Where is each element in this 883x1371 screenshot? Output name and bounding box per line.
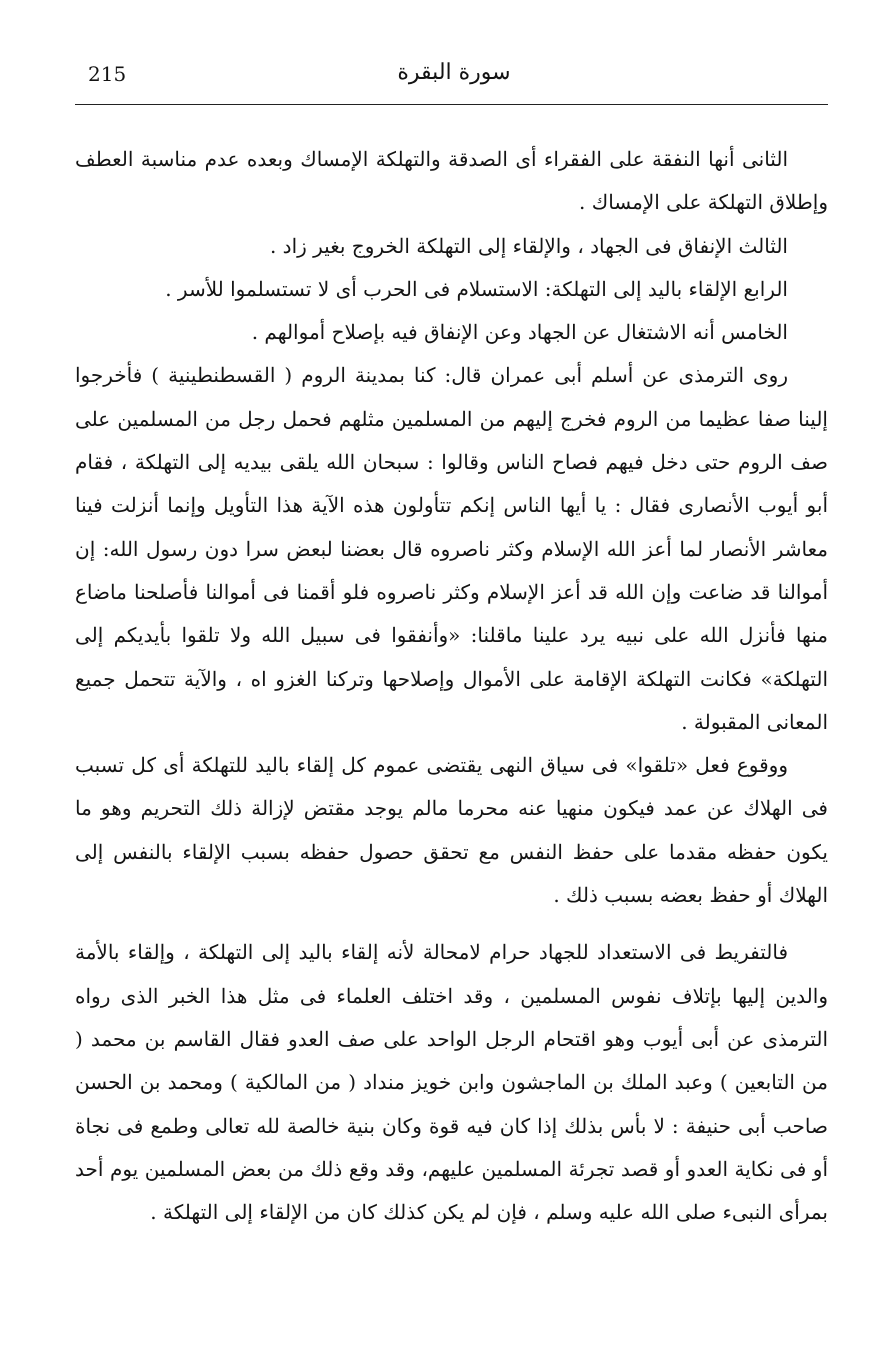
paragraph-third-view: الثالث الإنفاق فى الجهاد ، والإلقاء إلى التهلكة الخروج بغير زاد . <box>269 233 788 258</box>
paragraph-fourth-view: الرابع الإلقاء باليد إلى التهلكة: الاستسلام فى الحرب أى لا تستسلموا للأسر . <box>165 276 788 301</box>
paragraph-jihad-preparation: فالتفريط فى الاستعداد للجهاد حرام لامحالة لأنه إلقاء باليد إلى التهلكة ، وإلقاء بالأمة والدين إليها بإتلاف نفوس المسلمين ، وقد اختلف العلماء فى مثل هذا الخبر الذى رواه الترمذى عن أبى أيوب وهو اقتحام الرجل الواحد على صف العدو فقال القاسم بن محمد ( من التابعين ) وعبد الملك بن الماجشون وابن خويز منداد ( من المالكية ) ومحمد بن الحسن صاحب أبى حنيفة : لا بأس بذلك إذا كان فيه قوة وكان بنية خالصة لله تعالى وطمع فى نجاة أو فى نكاية العدو أو قصد تجرئة المسلمين عليهم، وقد وقع ذلك من بعض المسلمين يوم أحد بمرأى النبىء صلى الله عليه وسلم ، فإن لم يكن كذلك كان من الإلقاء إلى التهلكة . <box>75 940 828 1225</box>
running-title: سورة البقرة <box>397 60 511 85</box>
page-header <box>80 60 828 100</box>
paragraph-prohibition-scope: ووقوع فعل «تلقوا» فى سياق النهى يقتضى عموم كل إلقاء باليد للتهلكة أى كل تسبب فى الهلاك عن عمد فيكون منهيا عنه محرما مالم يوجد مقتض لإزالة ذلك التحريم وهو ما يكون حفظه مقدما على حفظ النفس مع تحقق حصول حفظه بسبب الإلقاء بالنفس إلى الهلاك أو حفظ بعضه بسبب ذلك . <box>75 753 828 908</box>
page-number: 215 <box>88 62 127 86</box>
page-body <box>75 138 828 1234</box>
header-rule <box>75 104 828 105</box>
paragraph-second-view: الثانى أنها النفقة على الفقراء أى الصدقة والتهلكة الإمساك وبعده عدم مناسبة العطف وإطلاق التهلكة على الإمساك . <box>75 147 828 215</box>
paragraph-fifth-view: الخامس أنه الاشتغال عن الجهاد وعن الإنفاق فيه بإصلاح أموالهم . <box>251 320 788 345</box>
paragraph-tirmidhi-narration: روى الترمذى عن أسلم أبى عمران قال: كنا بمدينة الروم ( القسطنطينية ) فأخرجوا إلينا صفا عظيما من الروم فخرج إليهم من المسلمين مثلهم فحمل رجل من المسلمين على صف الروم حتى دخل فيهم فصاح الناس وقالوا : سبحان الله يلقى بيديه إلى التهلكة ، فقام أبو أيوب الأنصارى فقال : يا أيها الناس إنكم تتأولون هذه الآية هذا التأويل وإنما أنزلت فينا معاشر الأنصار لما أعز الله الإسلام وكثر ناصروه قال بعضنا لبعض سرا دون رسول الله: إن أموالنا قد ضاعت وإن الله قد أعز الإسلام وكثر ناصروه فلو أقمنا فى أموالنا فأصلحنا ماضاع منها فأنزل الله على نبيه يرد علينا ماقلنا: «وأنفقوا فى سبيل الله ولا تلقوا بأيديكم إلى التهلكة» فكانت التهلكة الإقامة على الأموال وإصلاحها وتركنا الغزو اه ، والآية تتحمل جميع المعانى المقبولة . <box>75 363 828 734</box>
